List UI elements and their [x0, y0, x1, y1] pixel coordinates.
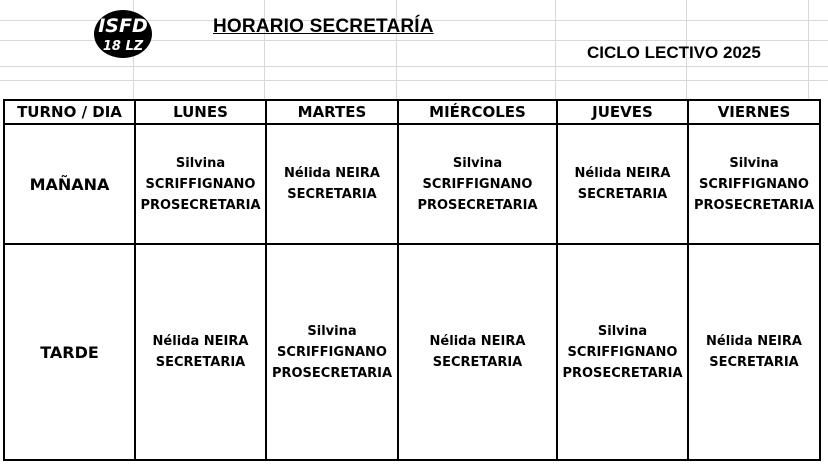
- person-name: Silvina SCRIFFIGNANO: [699, 155, 809, 192]
- schedule-cell: [398, 244, 557, 460]
- person-name: Nélida NEIRA: [429, 334, 526, 349]
- person-role: PROSECRETARIA: [140, 197, 261, 213]
- schedule-table: [3, 99, 821, 461]
- schedule-cell: [135, 124, 266, 244]
- gridline: [264, 0, 265, 100]
- person-role: PROSECRETARIA: [417, 197, 538, 213]
- day-header: LUNES: [135, 100, 266, 124]
- person-role: PROSECRETARIA: [271, 365, 393, 381]
- day-header: VIERNES: [688, 100, 820, 124]
- person-name: Silvina SCRIFFIGNANO: [277, 323, 387, 360]
- gridline: [0, 66, 828, 67]
- schedule-cell: [688, 124, 820, 244]
- person-name: Silvina SCRIFFIGNANO: [145, 155, 256, 192]
- page-subtitle: CICLO LECTIVO 2025: [587, 43, 761, 62]
- day-header: JUEVES: [557, 100, 688, 124]
- person-name: Silvina SCRIFFIGNANO: [422, 155, 533, 192]
- page-title: HORARIO SECRETARÍA: [213, 16, 434, 37]
- gridline: [555, 0, 556, 100]
- person-name: Nélida NEIRA: [284, 166, 380, 181]
- person-name: Nélida NEIRA: [706, 334, 802, 349]
- header-row: [4, 100, 820, 124]
- person-role: PROSECRETARIA: [562, 365, 683, 381]
- person-role: SECRETARIA: [287, 187, 377, 202]
- table-row: [4, 124, 820, 244]
- schedule-cell: [266, 244, 398, 460]
- person-role: SECRETARIA: [432, 355, 523, 370]
- person-name: Silvina SCRIFFIGNANO: [567, 323, 678, 360]
- schedule-cell: [688, 244, 820, 460]
- day-header: MARTES: [266, 100, 398, 124]
- person-role: SECRETARIA: [577, 187, 668, 202]
- schedule-cell: [557, 124, 688, 244]
- person-name: Nélida NEIRA: [152, 334, 249, 349]
- schedule-cell: [135, 244, 266, 460]
- gridline: [0, 80, 828, 81]
- corner-header: TURNO / DIA: [4, 100, 135, 124]
- gridline: [808, 0, 809, 100]
- day-header: MIÉRCOLES: [398, 100, 557, 124]
- person-role: PROSECRETARIA: [693, 197, 815, 213]
- turno-label: MAÑANA: [4, 124, 135, 244]
- turno-label: TARDE: [4, 244, 135, 460]
- schedule-cell: [266, 124, 398, 244]
- schedule-cell: [398, 124, 557, 244]
- gridline: [396, 0, 397, 100]
- table-row: [4, 244, 820, 460]
- schedule-cell: [557, 244, 688, 460]
- svg-text:18 LZ: 18 LZ: [102, 39, 144, 54]
- svg-text:ISFD: ISFD: [98, 15, 148, 37]
- person-name: Nélida NEIRA: [574, 166, 671, 181]
- institution-logo-icon: [92, 8, 154, 60]
- person-role: SECRETARIA: [155, 355, 246, 370]
- person-role: SECRETARIA: [709, 355, 799, 370]
